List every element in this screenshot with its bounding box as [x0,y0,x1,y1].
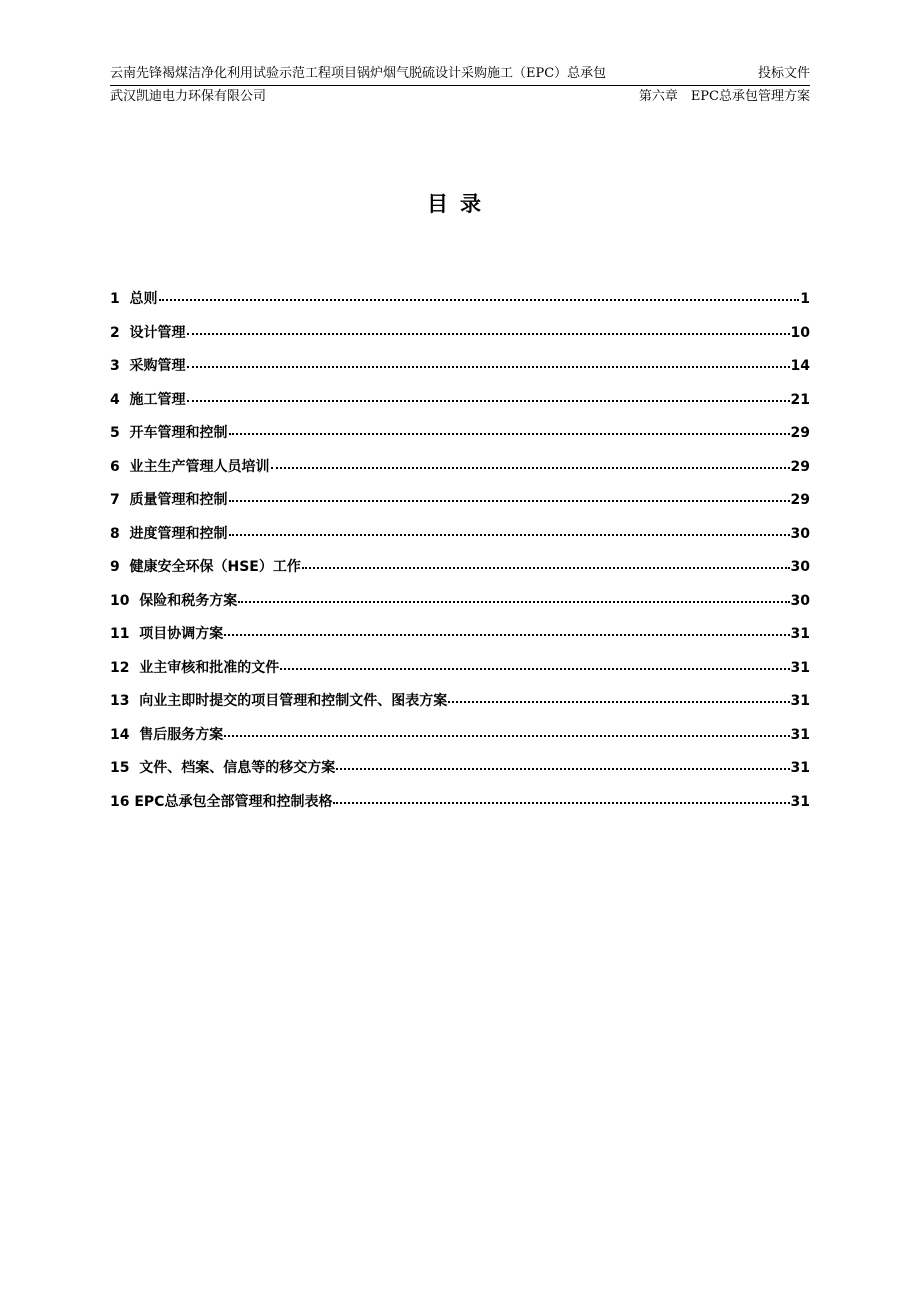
toc-leader-dots [159,299,800,301]
toc-entry-number: 9 [110,559,130,575]
toc-entry-10[interactable] [110,590,810,624]
toc-entry-label: 施工管理 [129,391,186,408]
toc-leader-dots [333,802,789,804]
toc-entry-page: 29 [790,492,810,508]
toc-entry-number: 8 [110,525,130,542]
toc-leader-dots [229,500,790,502]
toc-leader-dots [187,333,790,335]
toc-entry-label: 采购管理 [129,358,186,374]
toc-entry-page: 10 [790,324,810,341]
toc-entry-8[interactable] [110,523,810,557]
page-header-top [110,66,810,82]
toc-entry-page: 31 [790,659,810,676]
toc-leader-dots [271,467,790,469]
toc-entry-15[interactable] [110,757,810,791]
toc-entry-number: 12 [110,659,140,676]
toc-entry-page: 31 [790,626,810,642]
toc-entry-label: 开车管理和控制 [129,425,228,441]
toc-entry-label: EPC总承包全部管理和控制表格 [134,793,333,810]
toc-entry-2[interactable] [110,322,810,356]
toc-entry-page: 21 [790,391,810,408]
toc-entry-5[interactable] [110,422,810,456]
toc-entry-page: 31 [790,693,810,709]
toc-entry-number: 14 [110,726,140,743]
toc-leader-dots [229,534,790,536]
toc-leader-dots [187,400,790,402]
toc-entry-label: 总则 [129,291,158,307]
toc-entry-page: 30 [790,592,810,609]
project-title: 云南先锋褐煤洁净化利用试验示范工程项目锅炉烟气脱硫设计采购施工（EPC）总承包 [110,66,607,81]
toc-entry-number: 13 [110,693,140,709]
header-divider [110,85,810,86]
toc-entry-9[interactable] [110,556,810,590]
toc-leader-dots [280,668,789,670]
toc-entry-page: 31 [790,793,810,810]
page-header-bottom [110,89,810,105]
toc-entry-number: 10 [110,592,140,609]
toc-entry-number: 5 [110,425,130,441]
toc-entry-number: 15 [110,760,140,776]
toc-entry-page: 1 [800,291,810,307]
toc-entry-page: 30 [790,525,810,542]
toc-entry-label: 项目协调方案 [139,626,224,642]
toc-entry-6[interactable] [110,456,810,490]
toc-entry-number: 6 [110,458,130,475]
toc-entry-page: 29 [790,425,810,441]
table-of-contents [110,288,810,824]
toc-leader-dots [238,601,789,603]
toc-leader-dots [448,701,789,703]
toc-entry-label: 文件、档案、信息等的移交方案 [139,760,336,776]
toc-entry-label: 业主审核和批准的文件 [139,659,280,676]
toc-leader-dots [302,567,790,569]
toc-leader-dots [224,634,789,636]
toc-leader-dots [229,433,790,435]
document-type: 投标文件 [757,66,810,81]
toc-entry-number: 3 [110,358,130,374]
toc-entry-number: 7 [110,492,130,508]
toc-entry-number: 2 [110,324,130,341]
toc-entry-page: 29 [790,458,810,475]
toc-entry-page: 14 [790,358,810,374]
toc-title: 目录 [427,192,493,216]
toc-leader-dots [336,768,789,770]
toc-entry-label: 向业主即时提交的项目管理和控制文件、图表方案 [139,693,448,709]
toc-entry-page: 31 [790,760,810,776]
toc-entry-number: 11 [110,626,140,642]
toc-entry-14[interactable] [110,724,810,758]
company-name: 武汉凯迪电力环保有限公司 [110,89,267,104]
toc-entry-page: 31 [790,726,810,743]
toc-entry-number: 4 [110,391,130,408]
chapter-title: 第六章 EPC总承包管理方案 [638,89,810,104]
toc-entry-label: 保险和税务方案 [139,592,238,609]
toc-leader-dots [187,366,790,368]
toc-entry-label: 质量管理和控制 [129,492,228,508]
toc-entry-label: 健康安全环保（HSE）工作 [129,559,301,575]
toc-entry-16[interactable] [110,791,810,825]
toc-entry-1[interactable] [110,288,810,322]
toc-entry-12[interactable] [110,657,810,691]
toc-entry-label: 设计管理 [129,324,186,341]
toc-entry-label: 进度管理和控制 [129,525,228,542]
toc-entry-4[interactable] [110,389,810,423]
toc-entry-13[interactable] [110,690,810,724]
toc-entry-label: 售后服务方案 [139,726,224,743]
toc-entry-number: 16 [110,793,135,810]
toc-entry-label: 业主生产管理人员培训 [129,458,270,475]
toc-entry-page: 30 [790,559,810,575]
toc-entry-11[interactable] [110,623,810,657]
toc-entry-number: 1 [110,291,130,307]
toc-leader-dots [224,735,789,737]
toc-entry-7[interactable] [110,489,810,523]
toc-entry-3[interactable] [110,355,810,389]
